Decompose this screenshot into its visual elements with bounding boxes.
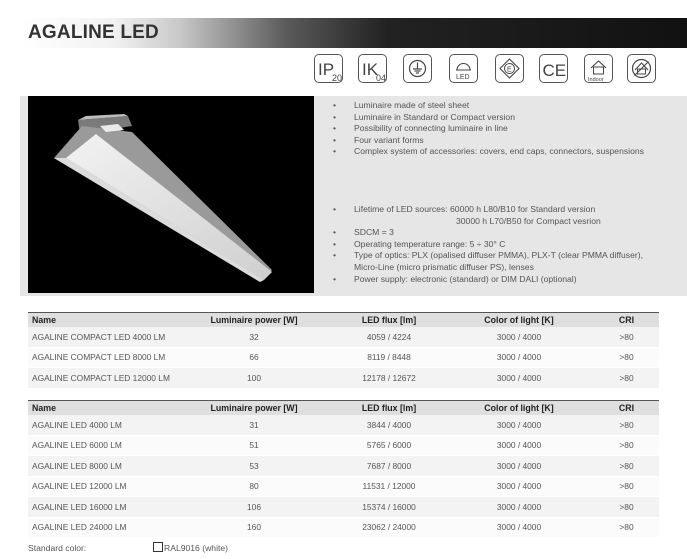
table-row: AGALINE LED 24000 LM 160 23062 / 24000 3000 / 4000 >80: [28, 517, 659, 538]
col-color: Color of light [K]: [444, 401, 594, 416]
col-cri: CRI: [594, 401, 659, 416]
standard-color-value: RAL9016 (white): [153, 542, 228, 553]
spec-optics-cont: Micro-Line (micro prismatic diffuser PS), lenses: [354, 261, 534, 272]
recycle-icon: [627, 54, 656, 83]
svg-text:LED: LED: [456, 74, 470, 81]
spec-optics: • Type of optics: PLX (opalised diffuser PMMA), PLX-T (clear PMMA diffuser),: [333, 250, 643, 261]
ik04-icon: [358, 54, 387, 83]
table-row: AGALINE LED 6000 LM 51 5765 / 6000 3000 / 4000 >80: [28, 435, 659, 456]
table-header: [28, 313, 659, 328]
product-title: AGALINE LED: [28, 22, 159, 43]
table-row: AGALINE LED 16000 LM 106 15374 / 16000 3000 / 4000 >80: [28, 497, 659, 518]
spec-lifetime: • Lifetime of LED sources: 60000 h L80/B10 for Standard version: [333, 203, 596, 214]
feature-list: [330, 100, 644, 285]
svg-text:E: E: [507, 66, 512, 74]
luminaire-image: [28, 96, 314, 293]
indoor-icon: [584, 54, 613, 83]
spec-lifetime-compact: 30000 h L70/B50 for Compact vesrion: [456, 215, 601, 226]
earth-class-icon: [403, 54, 432, 83]
col-flux: LED flux [lm]: [334, 401, 444, 416]
ip20-text: IP: [318, 60, 335, 79]
svg-text:Indoor: Indoor: [588, 77, 604, 83]
table-row: AGALINE COMPACT LED 4000 LM 32 4059 / 4224 3000 / 4000 >80: [28, 327, 659, 347]
feature-item: • Four variant forms: [333, 134, 424, 145]
table-row: AGALINE COMPACT LED 12000 LM 100 12178 / 12672 3000 / 4000 >80: [28, 368, 659, 389]
standard-color-label: Standard color:: [28, 543, 87, 553]
table-row: AGALINE COMPACT LED 8000 LM 66 8119 / 8448 3000 / 4000 >80: [28, 347, 659, 368]
svg-text:04: 04: [376, 73, 387, 83]
svg-text:IK: IK: [362, 60, 379, 79]
col-cri: CRI: [594, 313, 659, 328]
feature-item: • Possibility of connecting luminaire in line: [333, 123, 508, 134]
product-photo: [28, 96, 314, 293]
svg-text:CE: CE: [542, 61, 567, 80]
spec-power: • Power supply: electronic (standard) or DIM DALI (optional): [333, 273, 577, 284]
feature-item: • Complex system of accessories: covers, end caps, connectors, suspensions: [333, 146, 644, 157]
color-checkbox: [153, 542, 163, 552]
ip20-icon: [314, 54, 343, 83]
table-row: AGALINE LED 12000 LM 80 11531 / 12000 3000 / 4000 >80: [28, 476, 659, 497]
table-header: [28, 401, 659, 416]
col-power: Luminaire power [W]: [174, 401, 334, 416]
col-name: Name: [28, 313, 174, 328]
col-power: Luminaire power [W]: [174, 313, 334, 328]
spec-temperature: • Operating temperature range: 5 ÷ 30° C: [333, 238, 506, 249]
table-row: AGALINE LED 8000 LM 53 7687 / 8000 3000 / 4000 >80: [28, 456, 659, 477]
svg-text:20: 20: [332, 73, 343, 83]
led-icon: [449, 54, 478, 83]
table-row: AGALINE LED 4000 LM 31 3844 / 4000 3000 / 4000 >80: [28, 415, 659, 435]
col-flux: LED flux [lm]: [334, 313, 444, 328]
standard-table: [28, 400, 659, 538]
col-color: Color of light [K]: [444, 313, 594, 328]
col-name: Name: [28, 401, 174, 416]
feature-item: • Luminaire in Standard or Compact version: [333, 111, 515, 122]
ce-icon: [539, 54, 568, 83]
energy-icon: [495, 54, 524, 83]
feature-item: • Luminaire made of steel sheet: [333, 100, 470, 110]
spec-sdcm: • SDCM = 3: [333, 227, 394, 238]
compact-table: [28, 312, 659, 389]
